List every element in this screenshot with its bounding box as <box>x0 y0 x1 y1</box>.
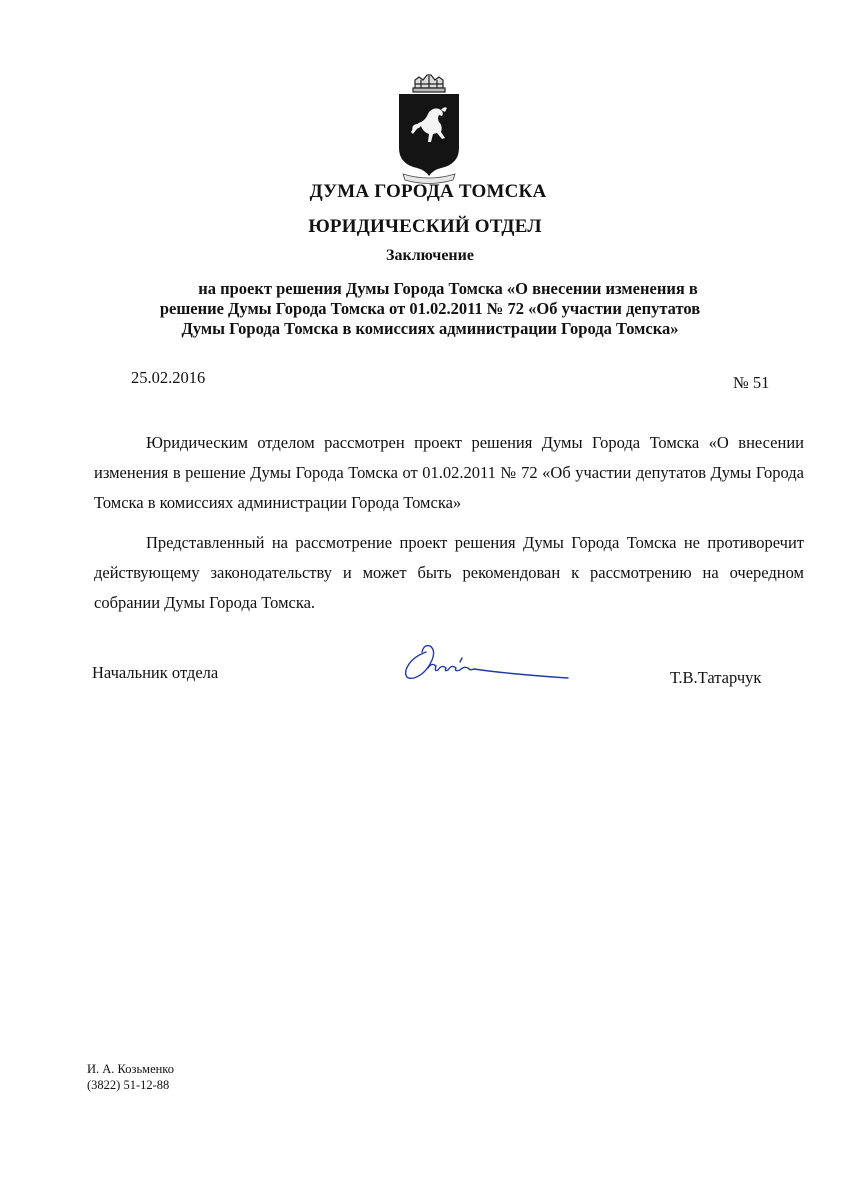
organization-name: ДУМА ГОРОДА ТОМСКА <box>309 181 547 202</box>
document-body <box>94 428 804 628</box>
body-paragraph: Юридическим отделом рассмотрен проект решения Думы Города Томска «О внесении изменения в решение Думы Города Томска от 01.02.2011 № 72 «Об участии депутатов Думы Города Томска в комиссиях администрации Города Томска» <box>94 433 804 512</box>
body-paragraph: Представленный на рассмотрение проект решения Думы Города Томска не противоречит действующему законодательству и может быть рекомендован к рассмотрению на очередном собрании Думы Города Томска. <box>94 533 804 612</box>
document-type: Заключение <box>386 247 474 264</box>
department-name: ЮРИДИЧЕСКИЙ ОТДЕЛ <box>308 216 542 237</box>
handwritten-signature <box>398 638 573 688</box>
document-subject <box>100 279 760 339</box>
signer-title: Начальник отдела <box>92 663 219 682</box>
subject-line: Думы Города Томска в комиссиях администрации Города Томска» <box>181 319 679 338</box>
subject-line: на проект решения Думы Города Томска «О внесении изменения в <box>198 279 698 298</box>
document-number: № 51 <box>733 373 770 392</box>
executor-info <box>87 1061 174 1093</box>
executor-phone: (3822) 51-12-88 <box>87 1078 170 1092</box>
document-date: 25.02.2016 <box>131 368 206 387</box>
executor-name: И. А. Козьменко <box>87 1062 174 1076</box>
subject-line: решение Думы Города Томска от 01.02.2011 № 72 «Об участии депутатов <box>159 299 701 318</box>
signer-name: Т.В.Татарчук <box>670 668 762 687</box>
tomsk-coat-of-arms-icon <box>389 68 469 186</box>
